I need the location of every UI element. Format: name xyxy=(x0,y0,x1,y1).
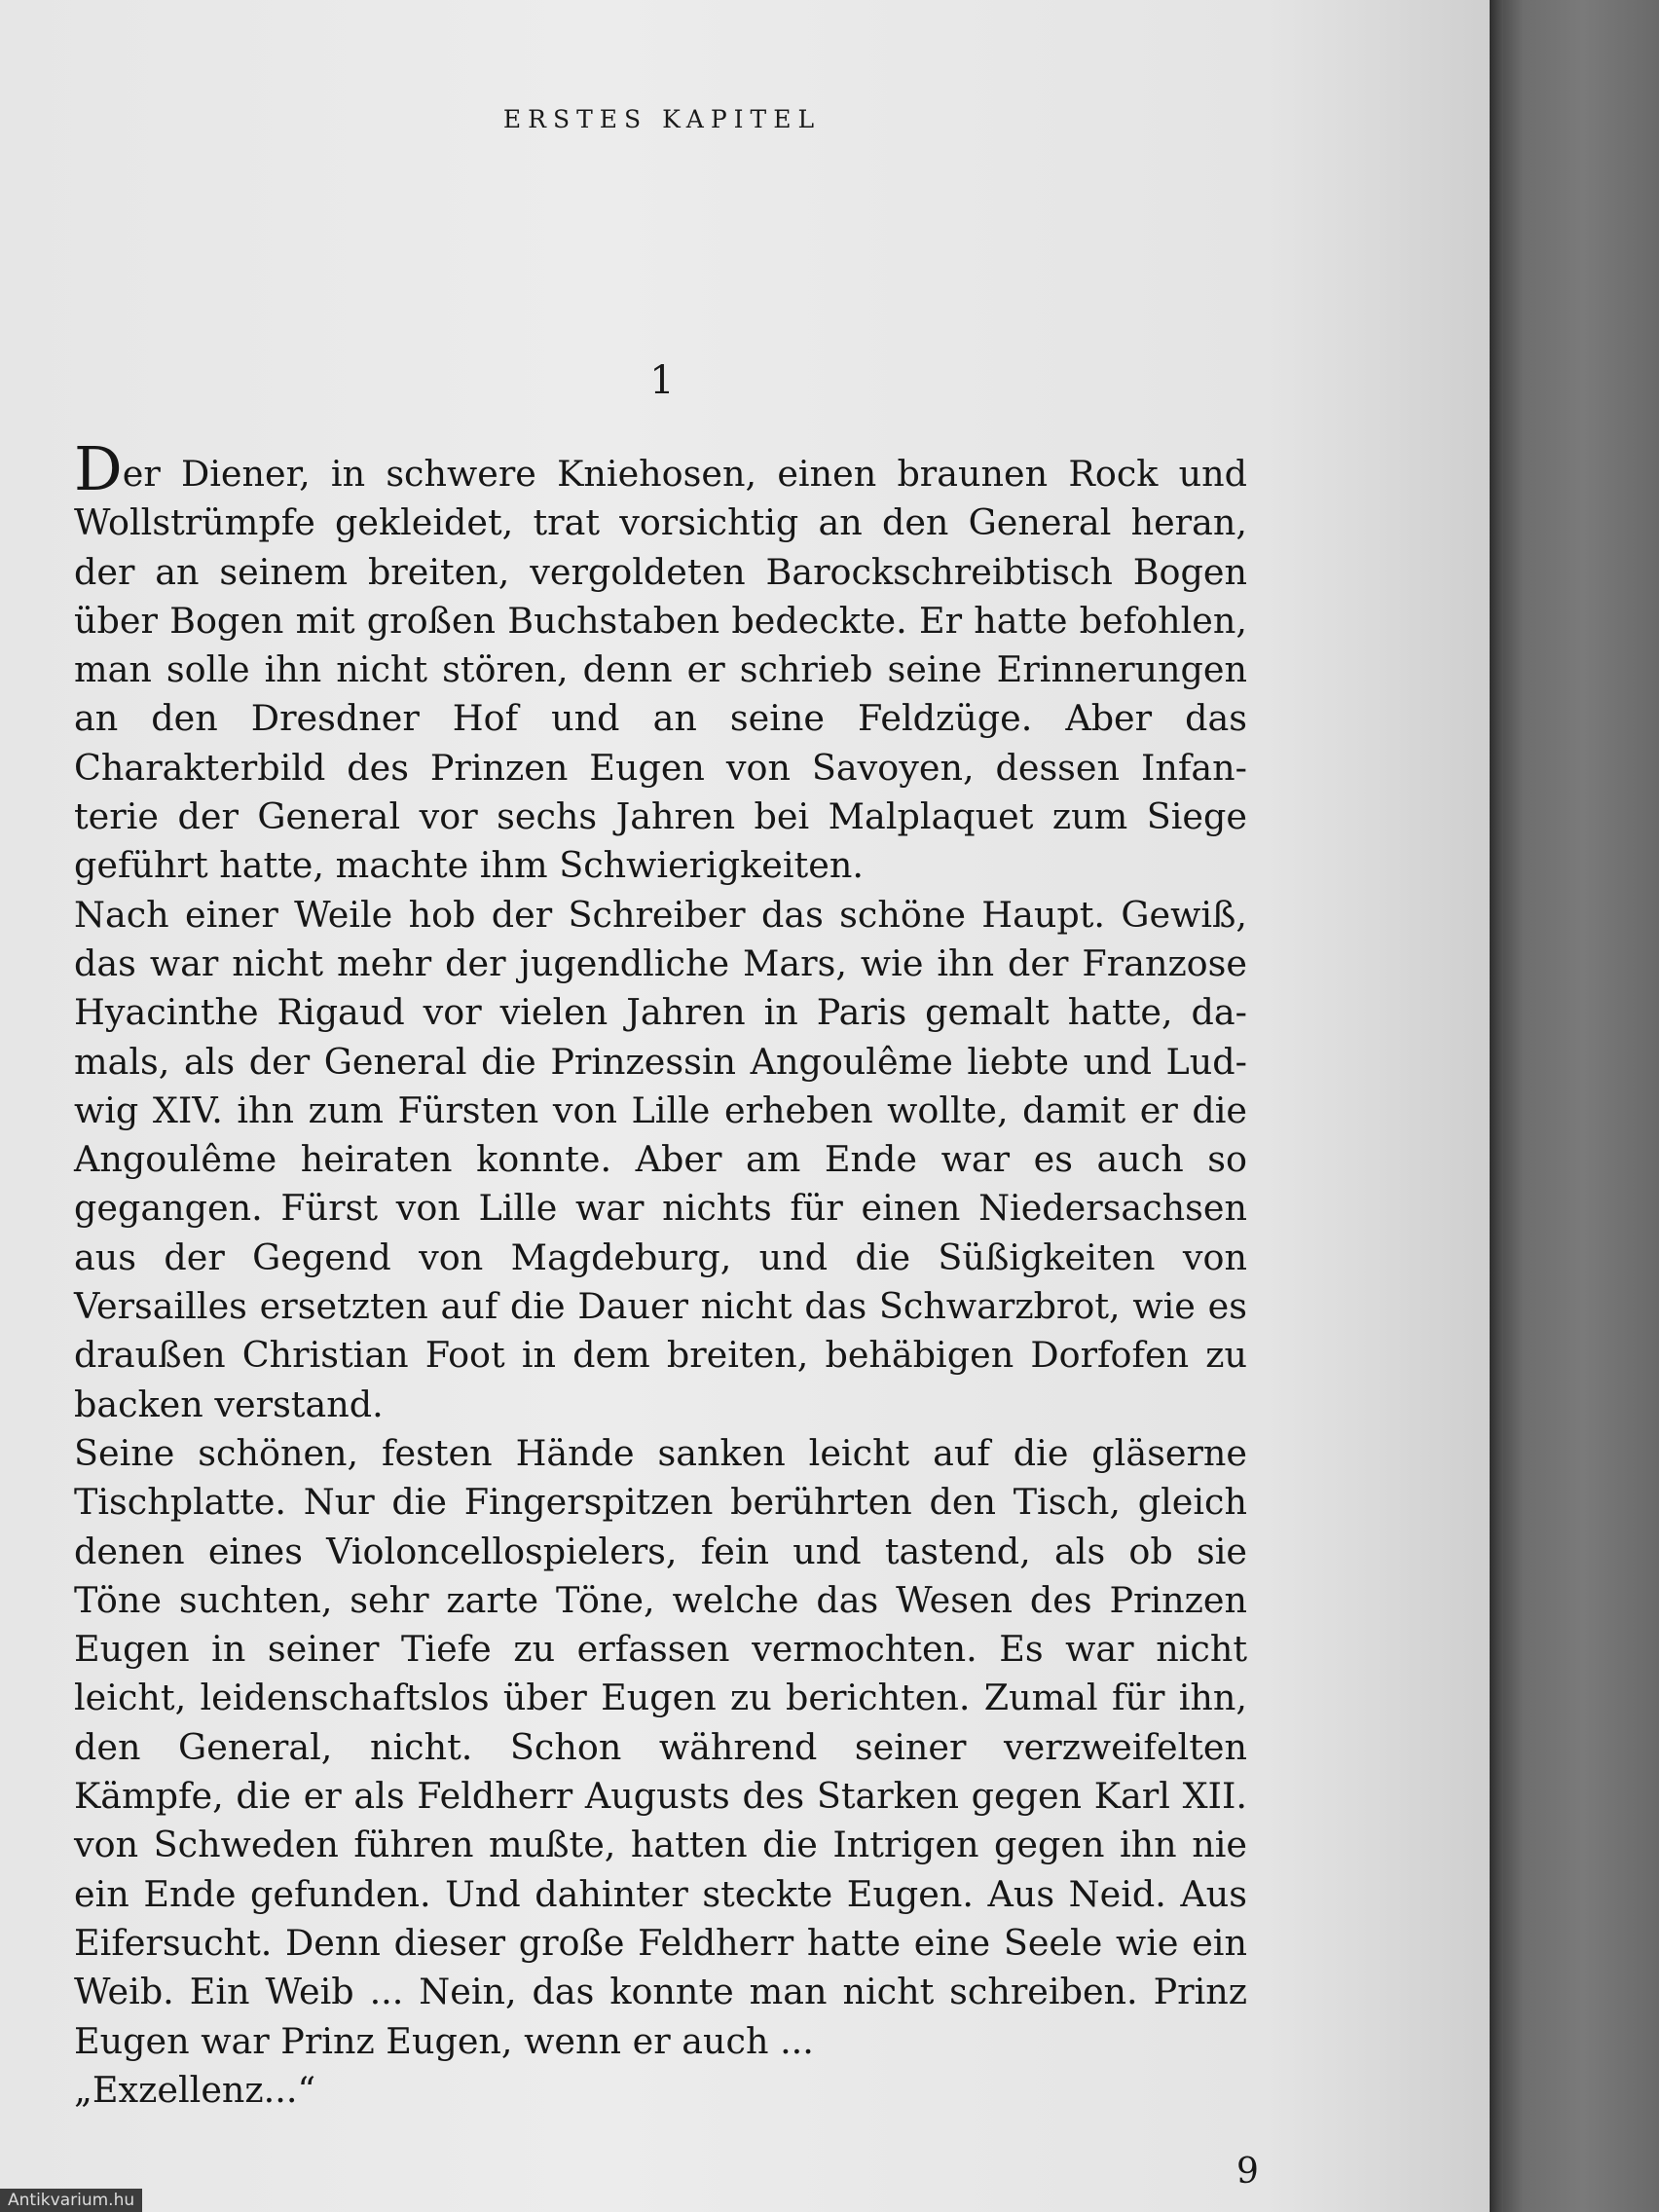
paragraph-3: Seine schönen, festen Hände sanken leicht auf die gläserne Tischplatte. Nur die Fingerspitzen berührten den Tisch, gleich denen eines Violoncellospielers, fein und tastend, als ob sie Töne suchten, sehr zarte Töne, welche das Wesen des Prinzen Eugen in seiner Tiefe zu erfassen vermochten. Es war nicht leicht, leidenschaftslos über Eugen zu berichten. Zumal für ihn, den General, nicht. Schon während seiner verzweifelten Kämpfe, die er als Feldherr Augusts des Starken gegen Karl XII. von Schweden führen mußte, hatten die Intrigen gegen ihn nie ein Ende gefunden. Und dahinter steckte Eugen. Aus Neid. Aus Eifersucht. Denn dieser große Feldherr hatte eine Seele wie ein Weib. Ein Weib ... Nein, das konnte man nicht schreiben. Prinz Eugen war Prinz Eugen, wenn er auch ... xyxy=(74,1431,1247,2062)
drop-cap: D xyxy=(74,433,123,504)
chapter-heading: ERSTES KAPITEL xyxy=(502,105,822,133)
page-number: 9 xyxy=(1236,2152,1259,2192)
paragraph-4: „Exzellenz...“ xyxy=(74,2068,316,2111)
page-shadow-edge xyxy=(1490,0,1503,2212)
watermark: Antikvarium.hu xyxy=(0,2189,142,2212)
paragraph-1-text: er Diener, in schwere Kniehosen, einen braunen Rock und Wollstrümpfe gekleidet, trat vorsichtig an den General heran, der an seinem breiten, vergoldeten Barockschreibtisch Bogen über Bogen mit großen Buchstaben bedeckte. Er hatte befohlen, man solle ihn nicht stören, denn er schrieb seine Erinnerungen an den Dresdner Hof und an seine Feldzüge. Aber das Charakterbild des Prinzen Eugen von Savoyen, dessen Infanterie der General vor sechs Jahren bei Malplaquet zum Siege geführt hatte, machte ihm Schwierigkeiten. xyxy=(74,453,1247,887)
section-number: 1 xyxy=(649,358,675,403)
adjacent-page-edge xyxy=(1490,0,1659,2212)
paragraph-2: Nach einer Weile hob der Schreiber das schöne Haupt. Gewiß, das war nicht mehr der jugendliche Mars, wie ihn der Franzose Hyacinthe Rigaud vor vielen Jahren in Paris gemalt hatte, damals, als der General die Prinzessin Angoulême liebte und Ludwig XIV. ihn zum Fürsten von Lille erheben wollte, damit er die Angoulême heiraten konnte. Aber am Ende war es auch so gegangen. Fürst von Lille war nichts für einen Niedersachsen aus der Gegend von Magdeburg, und die Süßigkeiten von Versailles ersetzten auf die Dauer nicht das Schwarzbrot, wie es draußen Christian Foot in dem breiten, behäbigen Dorfofen zu backen verstand. xyxy=(74,893,1247,1425)
body-text xyxy=(74,433,1247,2115)
paragraph-1 xyxy=(74,433,1247,891)
